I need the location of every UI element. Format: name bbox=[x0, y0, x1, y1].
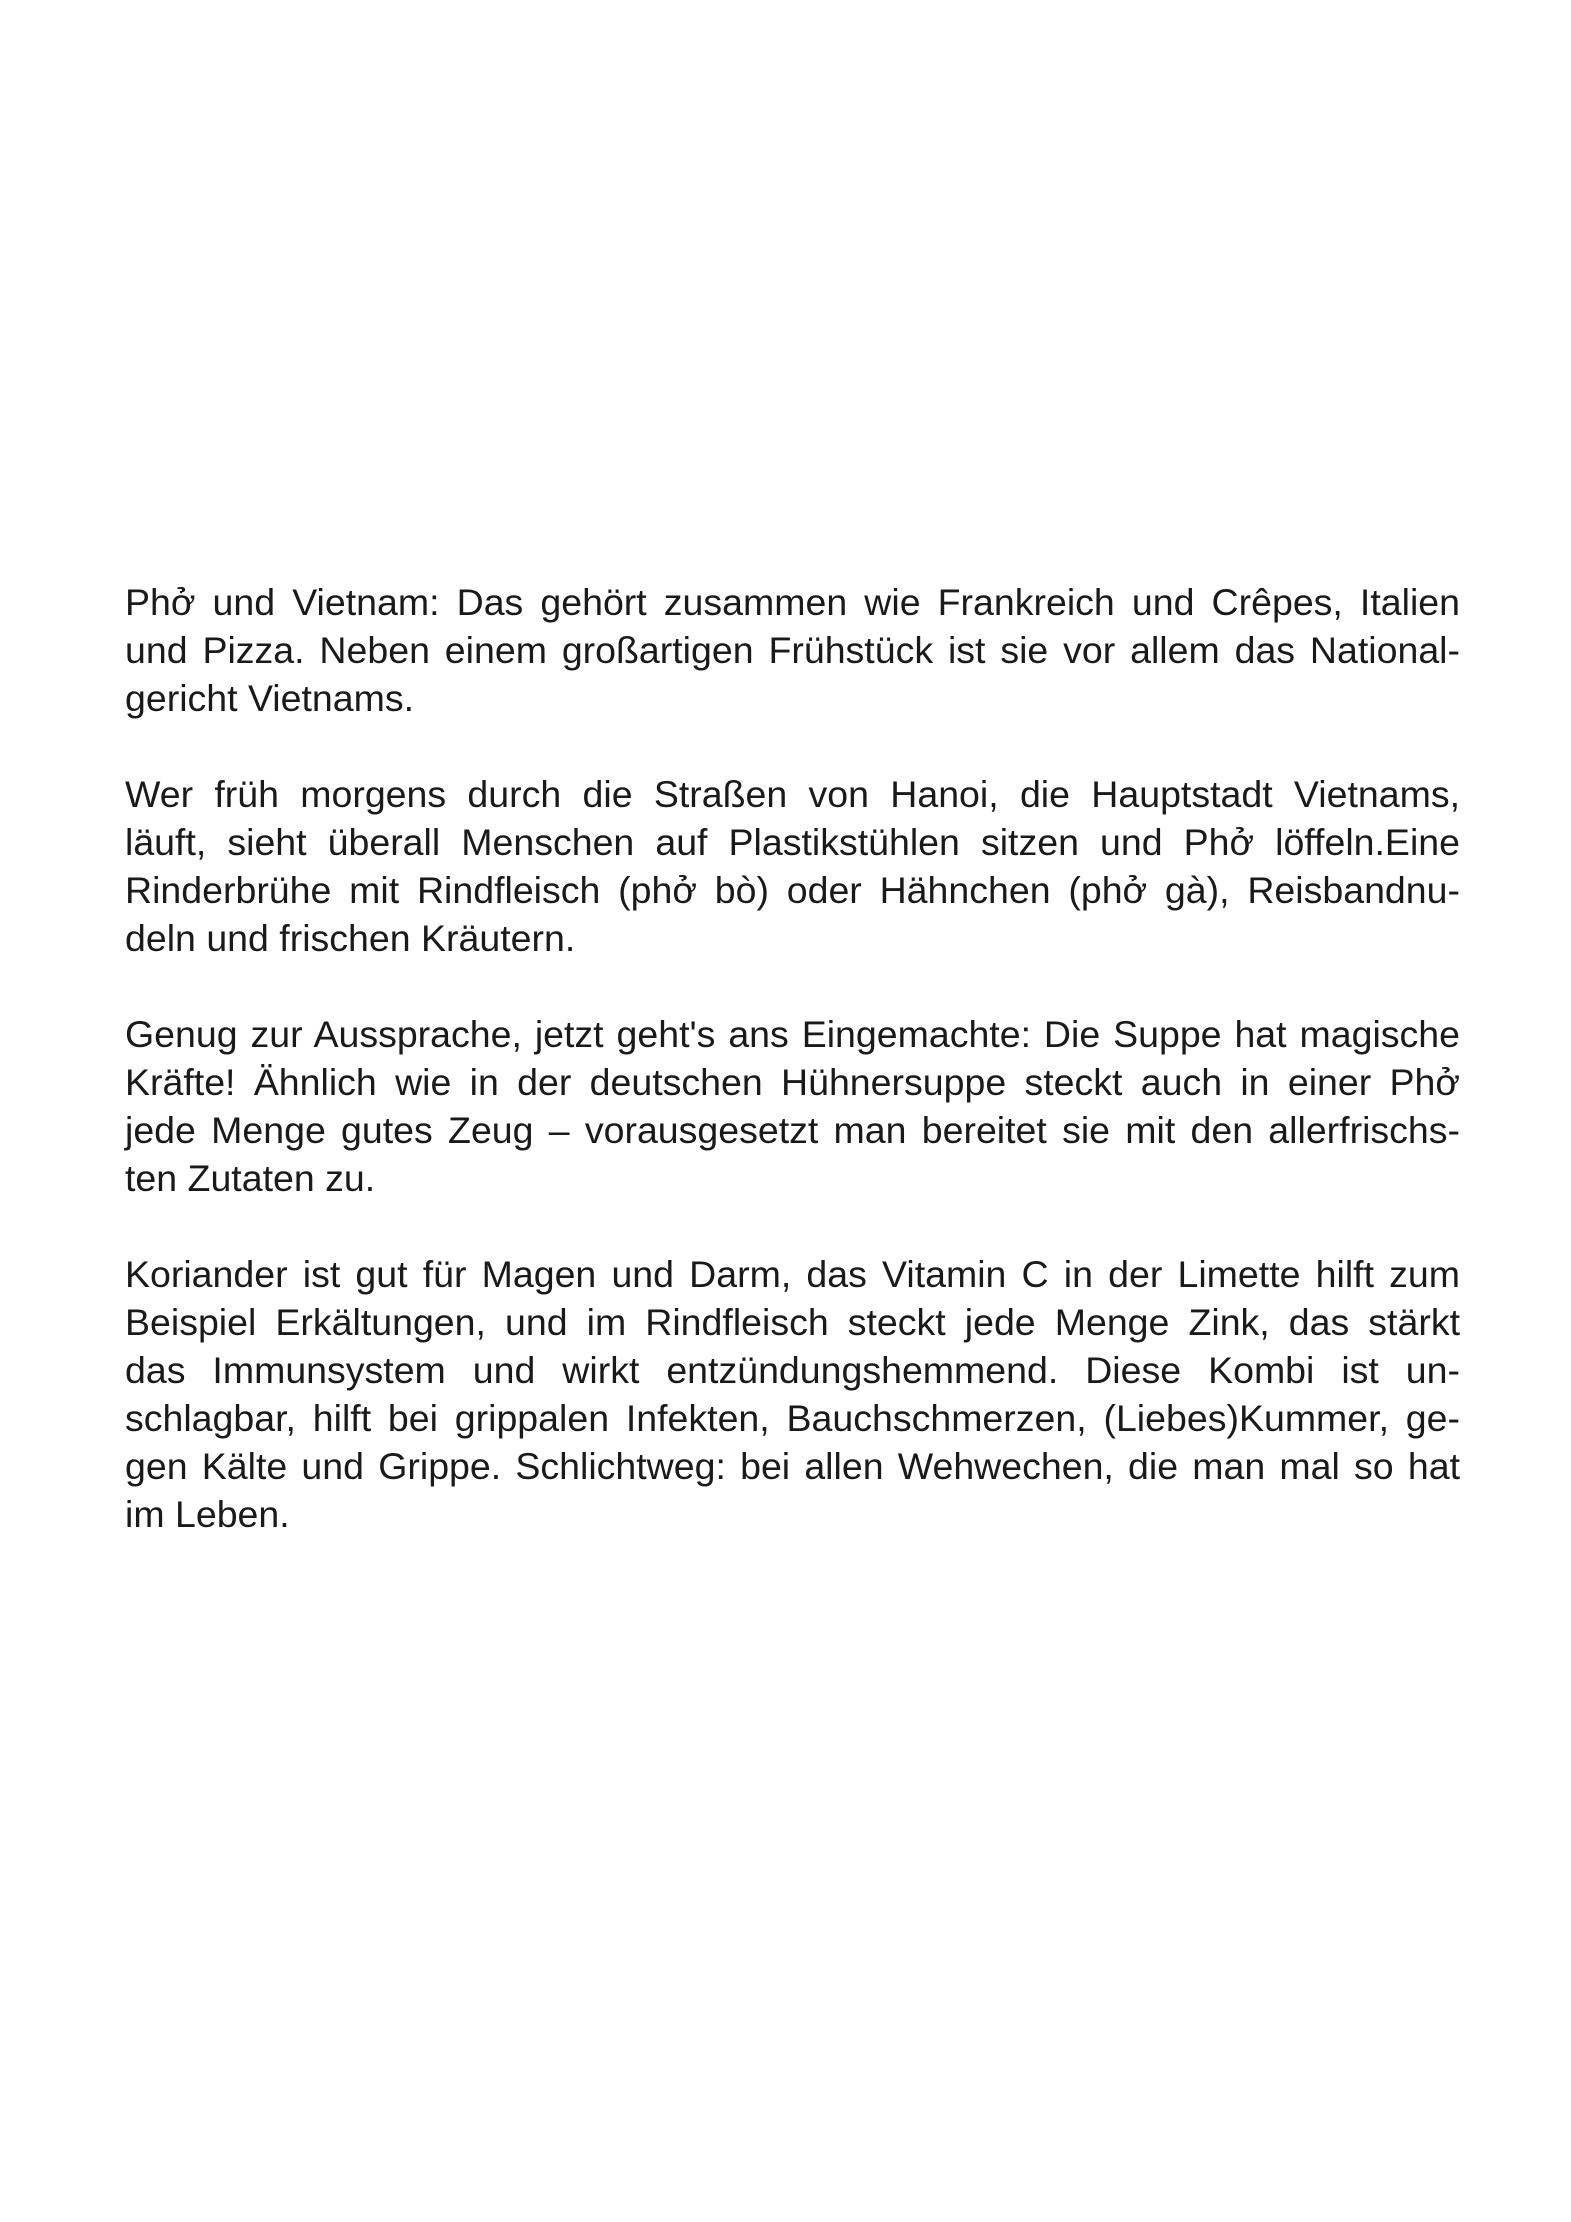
text-line: jede Menge gutes Zeug – vorausgesetzt man bereitet sie mit den allerfrischs- bbox=[125, 1109, 1460, 1151]
text-line: im Leben. bbox=[125, 1493, 290, 1535]
text-line: deln und frischen Kräutern. bbox=[125, 917, 576, 959]
text-line: Kräfte! Ähnlich wie in der deutschen Hühnersuppe steckt auch in einer Phở bbox=[125, 1061, 1460, 1103]
text-line: und Pizza. Neben einem großartigen Frühstück ist sie vor allem das National- bbox=[125, 629, 1460, 671]
text-line: läuft, sieht überall Menschen auf Plastikstühlen sitzen und Phở löffeln.Eine bbox=[125, 821, 1460, 863]
text-line: Wer früh morgens durch die Straßen von Hanoi, die Hauptstadt Vietnams, bbox=[125, 773, 1460, 815]
text-line: Koriander ist gut für Magen und Darm, das Vitamin C in der Limette hilft zum bbox=[125, 1253, 1460, 1295]
paragraph-4 bbox=[125, 1250, 1460, 1538]
body-text bbox=[125, 578, 1460, 1586]
text-line: Beispiel Erkältungen, und im Rindfleisch steckt jede Menge Zink, das stärkt bbox=[125, 1301, 1460, 1343]
text-line: ten Zutaten zu. bbox=[125, 1157, 376, 1199]
text-line: gericht Vietnams. bbox=[125, 677, 415, 719]
text-line: das Immunsystem und wirkt entzündungshemmend. Diese Kombi ist un- bbox=[125, 1349, 1460, 1391]
paragraph-3 bbox=[125, 1010, 1460, 1202]
text-line: schlagbar, hilft bei grippalen Infekten, Bauchschmerzen, (Liebes)Kummer, ge- bbox=[125, 1397, 1460, 1439]
paragraph-1 bbox=[125, 578, 1460, 722]
paragraph-2 bbox=[125, 770, 1460, 962]
text-line: Phở und Vietnam: Das gehört zusammen wie Frankreich und Crêpes, Italien bbox=[125, 581, 1460, 623]
text-line: Genug zur Aussprache, jetzt geht's ans Eingemachte: Die Suppe hat magische bbox=[125, 1013, 1460, 1055]
text-line: gen Kälte und Grippe. Schlichtweg: bei allen Wehwechen, die man mal so hat bbox=[125, 1445, 1460, 1487]
text-line: Rinderbrühe mit Rindfleisch (phở bò) oder Hähnchen (phở gà), Reisbandnu- bbox=[125, 869, 1460, 911]
